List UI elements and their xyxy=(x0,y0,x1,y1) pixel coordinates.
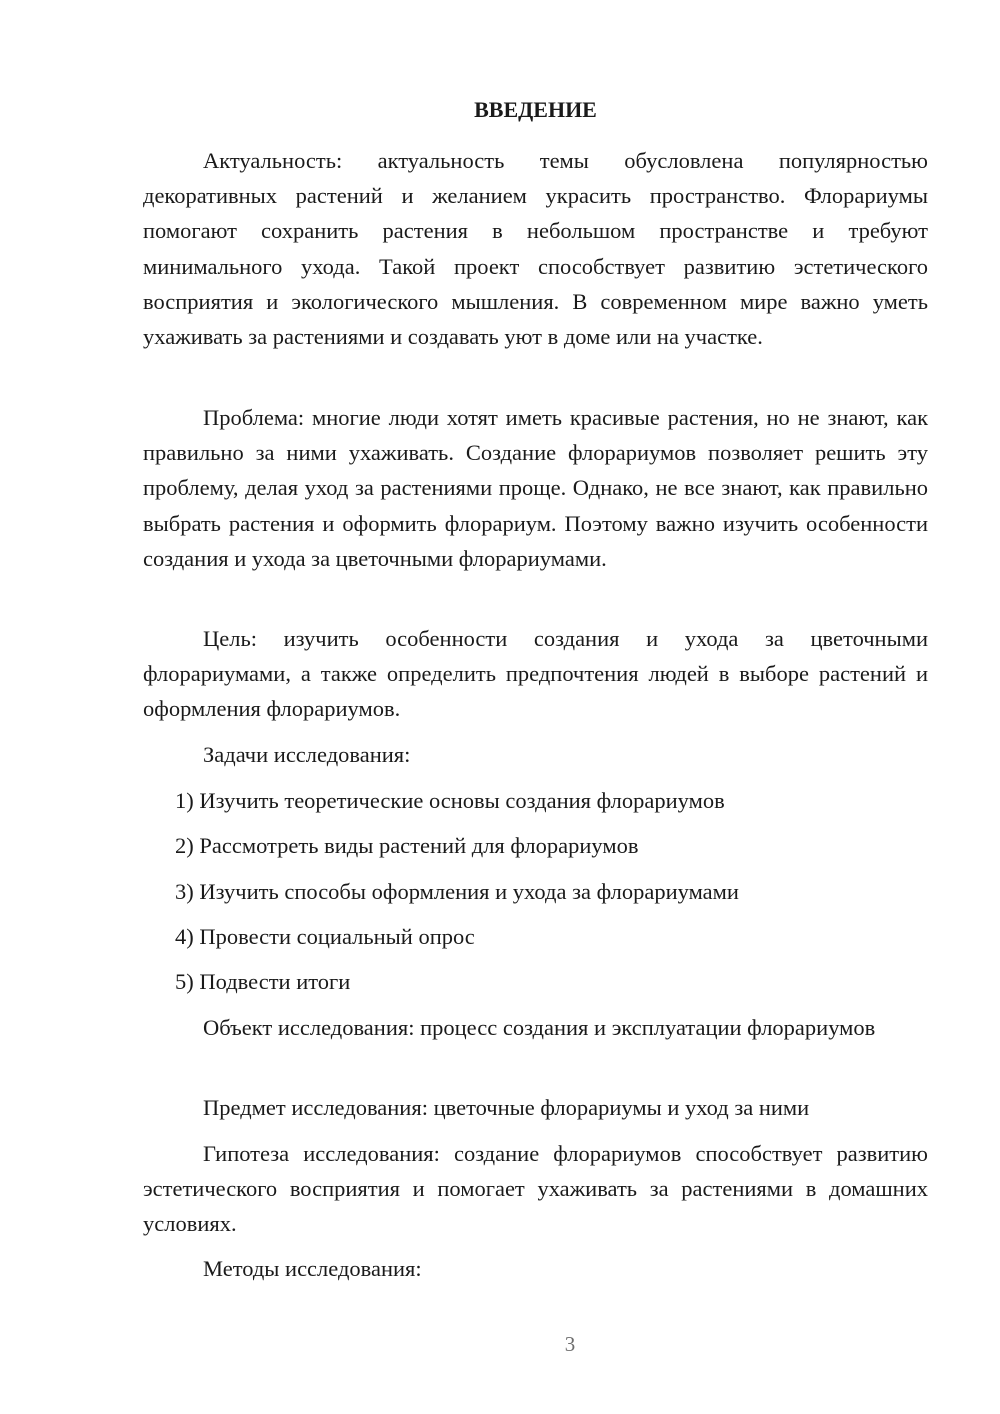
paragraph-object: Объект исследования: процесс создания и эксплуатации флорариумов xyxy=(203,1015,876,1040)
task-item-1: 1) Изучить теоретические основы создания флорариумов xyxy=(175,788,725,813)
paragraph-hypothesis: Гипотеза исследования: создание флорариумов способствует развитию эстетического восприятия и помогает ухаживать за растениями в домашних условиях. xyxy=(143,1141,928,1237)
paragraph-problem: Проблема: многие люди хотят иметь красивые растения, но не знают, как правильно за ними ухаживать. Создание флорариумов позволяет решить эту проблему, делая уход за растениями проще. Однако, не все знают, как правильно выбрать растения и оформить флорариум. Поэтому важно изучить особенности создания и ухода за цветочными флорариумами. xyxy=(143,405,928,571)
page-title: ВВЕДЕНИЕ xyxy=(474,97,597,122)
task-item-2: 2) Рассмотреть виды растений для флорариумов xyxy=(175,833,639,858)
task-item-3: 3) Изучить способы оформления и ухода за флорариумами xyxy=(175,879,739,904)
task-item-5: 5) Подвести итоги xyxy=(175,969,351,994)
paragraph-relevance: Актуальность: актуальность темы обусловлена популярностью декоративных растений и желанием украсить пространство. Флорариумы помогают сохранить растения в небольшом пространстве и требуют минимального ухода. Такой проект способствует развитию эстетического восприятия и экологического мышления. В современном мире важно уметь ухаживать за растениями и создавать уют в доме или на участке. xyxy=(143,148,928,350)
paragraph-methods: Методы исследования: xyxy=(203,1256,422,1281)
page-number: 3 xyxy=(564,1332,576,1356)
paragraph-subject: Предмет исследования: цветочные флорариумы и уход за ними xyxy=(203,1095,810,1120)
paragraph-tasks-heading: Задачи исследования: xyxy=(203,742,411,767)
paragraph-goal: Цель: изучить особенности создания и ухода за цветочными флорариумами, а также определить предпочтения людей в выборе растений и оформления флорариумов. xyxy=(143,626,928,722)
task-item-4: 4) Провести социальный опрос xyxy=(175,924,475,949)
